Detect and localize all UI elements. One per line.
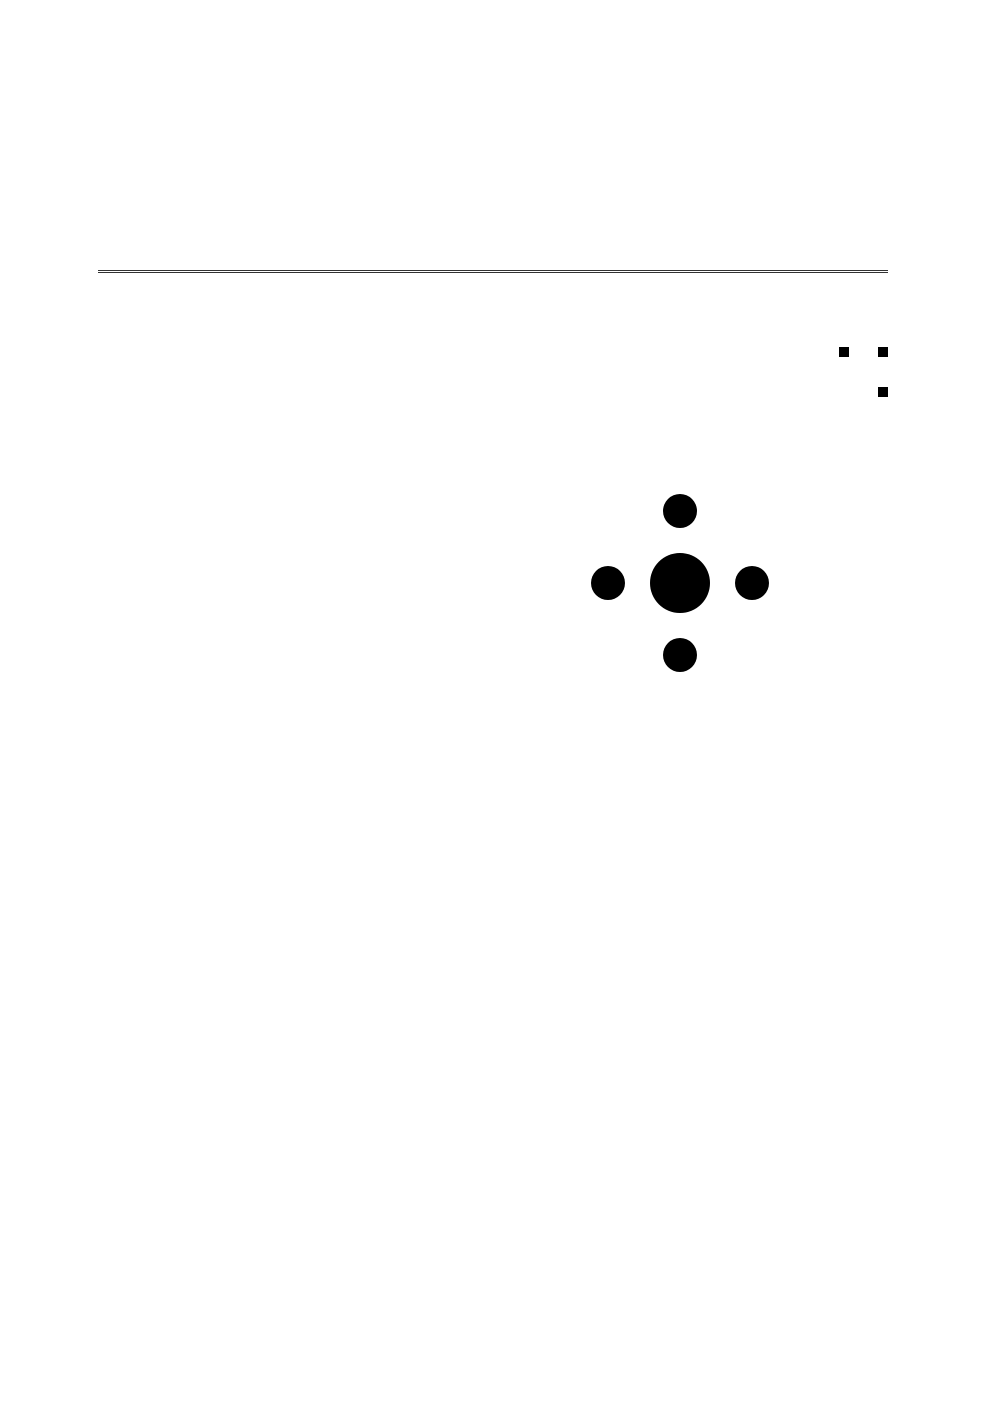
activity-line bbox=[862, 230, 888, 246]
decorative-border-left bbox=[28, 30, 68, 1360]
bottom-circle-mars bbox=[663, 638, 697, 672]
decorative-border-top bbox=[30, 30, 960, 70]
square-bullet-icon bbox=[839, 347, 849, 357]
top-circle-venus bbox=[663, 494, 697, 528]
square-bullet-icon bbox=[878, 387, 888, 397]
decorative-border-right bbox=[920, 30, 960, 1360]
center-circle-earth bbox=[650, 553, 710, 613]
separator-line bbox=[98, 270, 888, 281]
planets-cycle-diagram bbox=[560, 480, 800, 690]
square-bullet-icon bbox=[878, 347, 888, 357]
intro-item-1 bbox=[833, 344, 888, 360]
decorative-border-bottom bbox=[30, 1320, 960, 1360]
right-circle-mercury bbox=[735, 566, 769, 600]
left-circle-jupiter bbox=[591, 566, 625, 600]
intro-item-2 bbox=[872, 384, 888, 400]
